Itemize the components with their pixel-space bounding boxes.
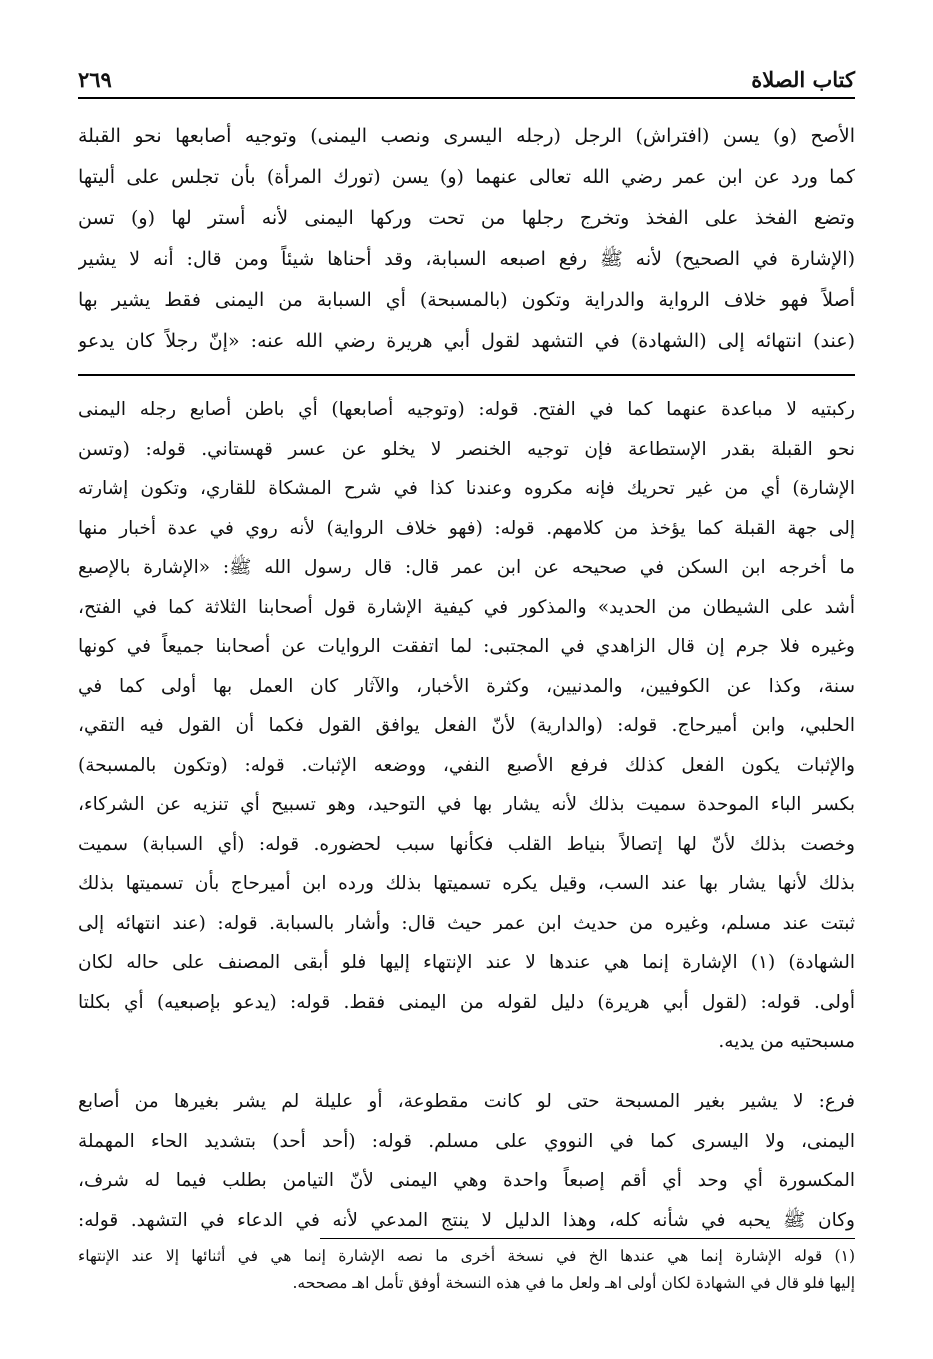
commentary-line: إلى جهة القبلة كما يؤخذ من كلامهم. قوله: (فهو خلاف الرواية) لأنه روي في عدة أخبار منها xyxy=(78,517,855,539)
commentary-line: نحو القبلة بقدر الإستطاعة فإن توجيه الخنصر لا يخلو عن عسر قهستاني. قوله: (وتسن xyxy=(78,438,855,460)
commentary-line: الحلبي، وابن أميرحاج. قوله: (والدارية) لأنّ الفعل يوافق القول فكما أن القول فيه التقي، xyxy=(78,715,855,736)
far-line: فرع: لا يشير بغير المسبحة حتى لو كانت مقطوعة، أو عليلة لم يشر بغيرها من أصابع xyxy=(78,1091,855,1112)
commentary-line: وخصت بذلك لأنّ لها إتصالاً بنياط القلب فكأنها سبب لحضوره. قوله: (أي السبابة) سميت xyxy=(78,833,855,855)
commentary-line: بكسر الباء الموحدة سميت بذلك لأنه يشار بها في التوحيد، وهو تسبيح أي تنزيه عن الشركاء، xyxy=(78,794,855,815)
commentary-line: الشهادة) (١) الإشارة إنما هي عندها لا عند الإنتهاء إليها فلو أبقى المصنف على حاله لكان xyxy=(78,952,855,973)
far-line: المكسورة أي وحد أي أقم إصبعاً واحدة وهي اليمنى لأنّ التيامن بطلب فيما له شرف، xyxy=(78,1170,855,1191)
commentary-line: مسبحتيه من يديه. xyxy=(718,1031,855,1052)
section-divider xyxy=(78,374,855,376)
matn-line: وتضع الفخذ على الفخذ وتخرج رجلها من تحت وركها اليمنى لأنه أستر لها (و) تسن xyxy=(78,207,855,229)
commentary-text xyxy=(78,390,855,1062)
matn-line: الأصح (و) يسن (افتراش) الرجل (رجله اليسرى ونصب اليمنى) وتوجيه أصابعها نحو القبلة xyxy=(78,125,855,147)
page-number: ٢٦٩ xyxy=(78,67,112,92)
running-title: كتاب الصلاة xyxy=(751,67,855,92)
commentary-line: ثبتت عند مسلم، وغيره من حديث ابن عمر حيث قال: وأشار بالسبابة. قوله: (عند انتهائه إلى xyxy=(78,912,855,934)
commentary-line: والإثبات يكون الفعل كذلك فرفع الأصبع النفي، ووضعه الإثبات. قوله: (وتكون بالمسبحة) xyxy=(78,754,855,776)
header-rule xyxy=(78,97,855,99)
matn-line: (الإشارة في الصحيح) لأنه ﷺ رفع اصبعه السبابة، وقد أحناها شيئاً ومن قال: أنه لا يشير xyxy=(78,248,855,270)
footnote xyxy=(78,1243,855,1297)
matn-text xyxy=(78,116,855,362)
footnote-line: إليها فلو قال في الشهادة لكان أولى اهـ ولعل ما في هذه النسخة أوفق تأمل اهـ مصححه. xyxy=(292,1274,855,1292)
matn-line: (عند) انتهائه إلى (الشهادة) في التشهد لقول أبي هريرة رضي الله عنه: «إنّ رجلاً كان يدعو xyxy=(78,330,855,352)
footnote-line: (١) قوله الإشارة إنما هي عندها الخ في نسخة أخرى ما نصه الإشارة إنما هي في أثنائها إلا عند الإنتهاء xyxy=(78,1247,855,1265)
commentary-line: سنة، وكذا عن الكوفيين، والمدنيين، وكثرة الأخبار، والآثار كان العمل بها أولى كما في xyxy=(78,675,855,697)
commentary-line: أولى. قوله: (لقول أبي هريرة) دليل لقوله من اليمنى فقط. قوله: (يدعو بإصبعيه) أي بكلتا xyxy=(78,991,855,1013)
footnote-rule xyxy=(320,1238,855,1239)
matn-line: كما ورد عن ابن عمر رضي الله تعالى عنهما (و) يسن (تورك المرأة) بأن تجلس على أليتها xyxy=(78,166,855,188)
commentary-line: وغيره فلا جرم إن قال الزاهدي في المجتبى: لما اتفقت الروايات عن أصحابنا جميعاً في كونها xyxy=(78,636,855,657)
page-header xyxy=(78,52,855,92)
far-line: اليمنى، ولا اليسرى كما في النووي على مسلم. قوله: (أحد أحد) بتشديد الحاء المهملة xyxy=(78,1130,855,1152)
commentary-line: ركبتيه لا مباعدة عنهما كما في الفتح. قوله: (وتوجيه أصابعها) أي باطن أصابع رجله اليمنى xyxy=(78,399,855,420)
far-section xyxy=(78,1082,855,1240)
far-line: وكان ﷺ يحبه في شأنه كله، وهذا الدليل لا ينتج المدعي لأنه في الدعاء في التشهد. قوله: xyxy=(78,1209,855,1231)
commentary-line: ما أخرجه ابن السكن في صحيحه عن ابن عمر قال: قال رسول الله ﷺ: «الإشارة بالإصبع xyxy=(78,557,855,578)
commentary-line: أشد على الشيطان من الحديد» والمذكور في كيفية الإشارة قول أصحابنا الثلاثة كما في الفتح، xyxy=(78,596,855,618)
commentary-line: الإشارة) أي من غير تحريك فإنه مكروه وعندنا كذا في شرح المشكاة للقاري، وتكون إشارته xyxy=(78,478,855,499)
commentary-line: بذلك لأنها يشار بها عند السب، وقيل يكره تسميتها بذلك ورده ابن أميرحاج بأن تسميتها بذلك xyxy=(78,873,855,894)
matn-line: أصلاً فهو خلاف الرواية والدراية وتكون (بالمسبحة) أي السبابة من اليمنى فقط يشير بها xyxy=(78,289,855,311)
